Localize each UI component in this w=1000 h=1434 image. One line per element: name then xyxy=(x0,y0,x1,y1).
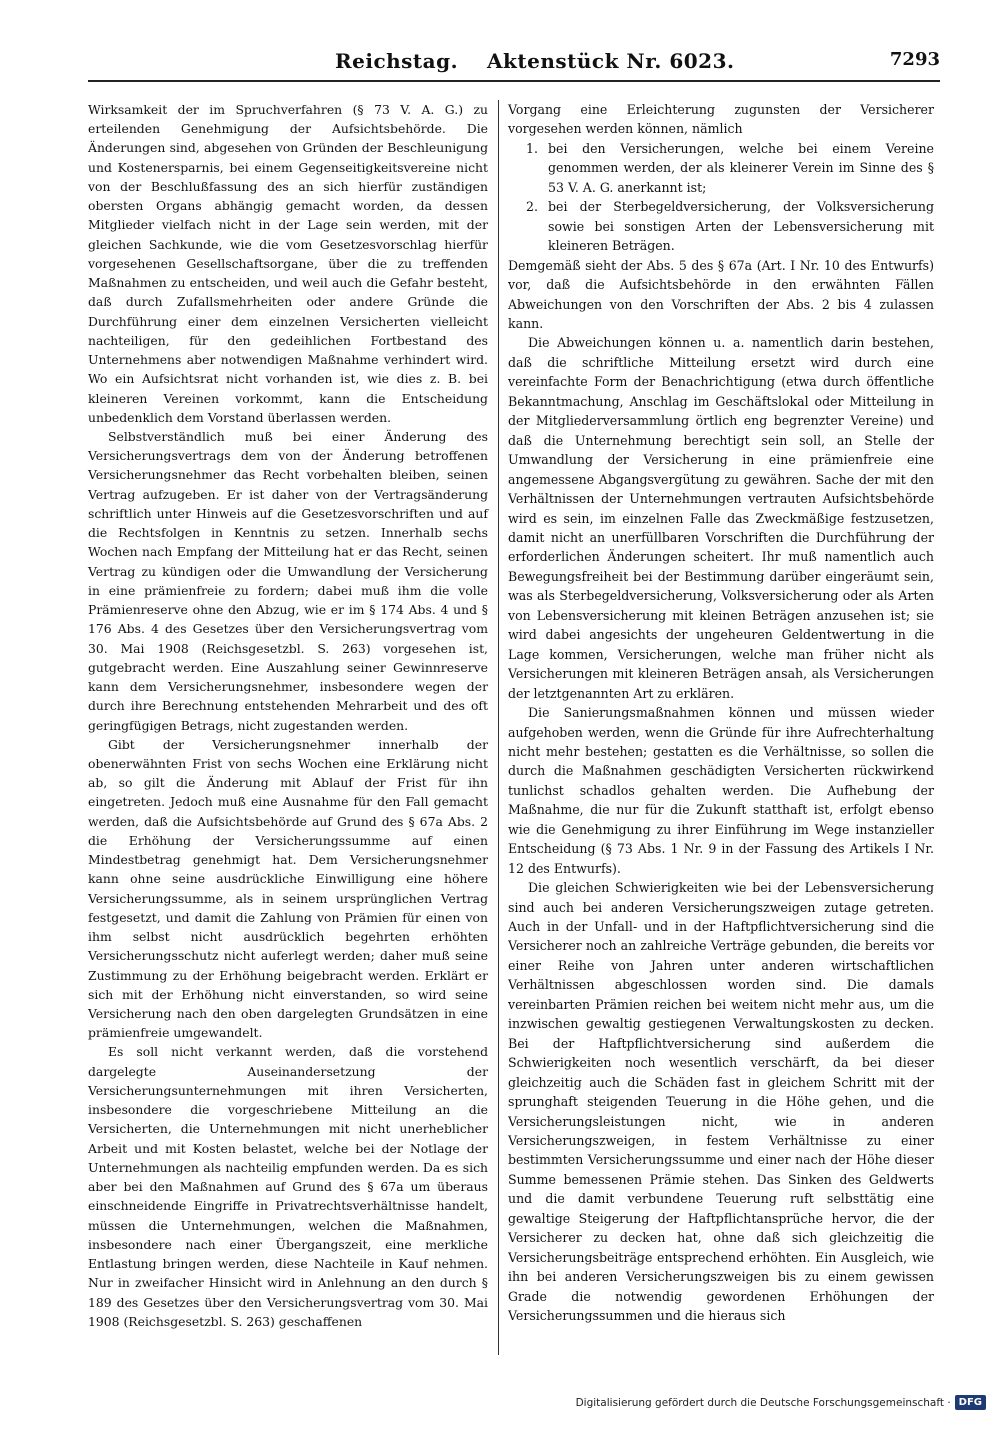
column-divider xyxy=(498,100,499,1355)
list-item-text: bei der Sterbegeldversicherung, der Volksversicherung sowie bei sonstigen Arten der Lebensversicherung mit kleineren Beträgen. xyxy=(548,199,934,254)
left-column xyxy=(88,100,488,1331)
right-paragraph-4: Die Sanierungsmaßnahmen können und müssen wieder aufgehoben werden, wenn die Gründe für ihre Aufrechterhaltung nicht mehr bestehen; gestatten es die Verhältnisse, so sollen die durch die Maßnahmen geschädigten Versicherten rückwirkend tunlichst schadlos gehalten werden. Die Aufhebung der Maßnahme, die nur für die Zukunft statthaft ist, erfolgt ebenso wie die Genehmigung zu ihrer Einführung im Wege instanzieller Entscheidung (§ 73 Abs. 1 Nr. 9 in der Fassung des Artikels I Nr. 12 des Entwurfs). xyxy=(508,705,934,876)
left-paragraph-1: Wirksamkeit der im Spruchverfahren (§ 73 V. A. G.) zu erteilenden Genehmigung der Aufsichtsbehörde. Die Änderungen sind, abgesehen von Gründen der Beschleunigung und Kostenersparnis, bei einem Gegenseitigkeitsvereine nicht von der Beschlußfassung des an sich hierfür zuständigen obersten Organs abhängig gemacht worden, da dessen Mitglieder vielfach nicht in der Lage sein werden, mit der gleichen Sachkunde, wie die vom Gesetzesvorschlag hierfür vorgesehenen Gesellschaftsorgane, über die zu treffenden Maßnahmen zu entscheiden, und weil auch die Gefahr besteht, daß durch Zufallsmehrheiten oder andere Gründe die Durchführung einer dem einzelnen Versicherten vielleicht nachteiligen, für den gedeihlichen Fortbestand des Unternehmens aber notwendigen Maßnahme verhindert wird. Wo ein Aufsichtsrat nicht vorhanden ist, wie dies z. B. bei kleineren Vereinen vorkommt, kann die Entscheidung unbedenklich dem Vorstand überlassen werden. xyxy=(88,102,488,425)
left-paragraph-3: Gibt der Versicherungsnehmer innerhalb der obenerwähnten Frist von sechs Wochen eine Erklärung nicht ab, so gilt die Änderung mit Ablauf der Frist für ihn eingetreten. Jedoch muß eine Ausnahme für den Fall gemacht werden, daß die Aufsichtsbehörde auf Grund des § 67a Abs. 2 die Erhöhung der Versicherungssumme auf einen Mindestbetrag genehmigt hat. Dem Versicherungsnehmer kann ohne seine ausdrückliche Einwilligung eine höhere Versicherungssumme, als in seinem ursprünglichen Vertrag festgesetzt, und damit die Zahlung von Prämien für einen von ihm selbst nicht ausdrücklich begehrten erhöhten Versicherungsschutz nicht auferlegt werden; daher muß seine Zustimmung zu der Erhöhung beigebracht werden. Erklärt er sich mit der Erhöhung nicht einverstanden, so wird seine Versicherung nach den oben dargelegten Grundsätzen in eine prämienfreie umgewandelt. xyxy=(88,736,488,1041)
page-number: 7293 xyxy=(889,49,940,70)
right-column xyxy=(508,100,934,1326)
header-rule xyxy=(88,80,940,82)
right-paragraph-1: Vorgang eine Erleichterung zugunsten der Versicherer vorgesehen werden können, nämlich xyxy=(508,102,934,137)
dfg-logo-icon: DFG xyxy=(955,1395,986,1410)
right-paragraph-2: Demgemäß sieht der Abs. 5 des § 67a (Art. I Nr. 10 des Entwurfs) vor, daß die Aufsichtsbehörde in den erwähnten Fällen Abweichungen von den Vorschriften der Abs. 2 bis 4 zulassen kann. xyxy=(508,257,934,331)
list-item-text: bei den Versicherungen, welche bei einem Vereine genommen werden, der als kleinerer Verein im Sinne des § 53 V. A. G. anerkannt ist; xyxy=(548,140,934,195)
list-item-number: 2. xyxy=(526,199,538,215)
left-paragraph-2: Selbstverständlich muß bei einer Änderung des Versicherungsvertrags dem von der Änderung betroffenen Versicherungsnehmer das Recht vorbehalten bleiben, seinen Vertrag aufzugeben. Er ist daher von der Vertragsänderung schriftlich unter Hinweis auf die Gesetzesvorschriften und auf die Rechtsfolgen in Kenntnis zu setzen. Innerhalb sechs Wochen nach Empfang der Mitteilung hat er das Recht, seinen Vertrag zu kündigen oder die Umwandlung der Versicherung in eine prämienfreie zu fordern; dabei muß ihm die volle Prämienreserve ohne den Abzug, wie er im § 174 Abs. 4 und § 176 Abs. 4 des Gesetzes über den Versicherungsvertrag vom 30. Mai 1908 (Reichsgesetzbl. S. 263) vorgesehen ist, gutgebracht werden. Eine Auszahlung seiner Gewinnreserve kann dem Versicherungsnehmer, insbesondere wegen der durch ihre Berechnung entstehenden Mehrarbeit und des oft geringfügigen Betrags, nicht zugestanden werden. xyxy=(88,428,488,733)
running-title xyxy=(335,49,734,73)
credit-text: Digitalisierung gefördert durch die Deutsche Forschungsgemeinschaft · xyxy=(575,1396,951,1409)
running-title-document: Aktenstück Nr. 6023. xyxy=(487,49,735,73)
list-item xyxy=(526,197,934,255)
page-header xyxy=(90,47,940,77)
numbered-list xyxy=(508,139,934,256)
list-item xyxy=(526,139,934,197)
running-title-left: Reichstag. xyxy=(335,49,459,73)
list-item-number: 1. xyxy=(526,140,538,156)
left-paragraph-4: Es soll nicht verkannt werden, daß die vorstehend dargelegte Auseinandersetzung der Versicherungsunternehmungen mit ihren Versicherten, insbesondere die vorgeschriebene Mitteilung an die Versicherten, die Unternehmungen mit nicht unerheblicher Arbeit und mit Kosten belastet, welche bei der Notlage der Unternehmungen als nachteilig empfunden werden. Da es sich aber bei den Maßnahmen auf Grund des § 67a um überaus einschneidende Eingriffe in Privatrechtsverhältnisse handelt, müssen die Unternehmungen, welchen die Maßnahmen, insbesondere nach einer Übergangszeit, eine merkliche Entlastung bringen werden, diese Nachteile in Kauf nehmen. Nur in zweifacher Hinsicht wird in Anlehnung an den durch § 189 des Gesetzes über den Versicherungsvertrag vom 30. Mai 1908 (Reichsgesetzbl. S. 263) geschaffenen xyxy=(88,1044,488,1329)
right-paragraph-3: Die Abweichungen können u. a. namentlich darin bestehen, daß die schriftliche Mitteilung ersetzt wird durch eine vereinfachte Form der Benachrichtigung (etwa durch öffentliche Bekanntmachung, Anschlag im Geschäftslokal oder Mitteilung in der Mitgliederversammlung örtlich eng begrenzter Vereine) und daß die Unternehmung berechtigt sein soll, an Stelle der Umwandlung der Versicherung in eine prämienfreie eine angemessene Abgangsvergütung zu gewähren. Sache der mit den Verhältnissen der Unternehmungen vertrauten Aufsichtsbehörde wird es sein, im einzelnen Falle das Zweckmäßige festzusetzen, damit nicht an unerfüllbaren Vorschriften die Durchführung der erforderlichen Änderungen scheitert. Ihr muß namentlich auch Bewegungsfreiheit bei der Bestimmung darüber eingeräumt sein, was als Sterbegeldversicherung, Volksversicherung oder als Arten von Lebensversicherung mit kleinen Beträgen anzusehen ist; sie wird dabei angesichts der ungeheuren Geldentwertung in die Lage kommen, Versicherungen, welche man früher nicht als Versicherungen mit kleineren Beträgen ansah, als Versicherungen der letztgenannten Art zu erklären. xyxy=(508,335,934,701)
digitization-credit xyxy=(576,1395,986,1410)
right-paragraph-5: Die gleichen Schwierigkeiten wie bei der Lebensversicherung sind auch bei anderen Versicherungszweigen zutage getreten. Auch in der Unfall- und in der Haftpflichtversicherung sind die Versicherer noch an zahlreiche Verträge gebunden, die bereits vor einer Reihe von Jahren unter anderen wirtschaftlichen Verhältnissen abgeschlossen worden sind. Die damals vereinbarten Prämien reichen bei weitem nicht mehr aus, um die inzwischen gewaltig gestiegenen Verwaltungskosten zu decken. Bei der Haftpflichtversicherung sind außerdem die Schwierigkeiten noch wesentlich verschärft, da bei dieser gleichzeitig auch die Schäden fast in gleichem Schritt mit der sprunghaft steigenden Teuerung in die Höhe gehen, und die Versicherungsleistungen nicht, wie in anderen Versicherungszweigen, in festem Verhältnisse zu einer bestimmten Versicherungssumme und einer nach der Höhe dieser Summe bemessenen Prämie stehen. Das Sinken des Geldwerts und die damit verbundene Teuerung ruft selbsttätig eine gewaltige Steigerung der Haftpflichtansprüche hervor, die der Versicherer zu decken hat, ohne daß sich gleichzeitig die Versicherungsbeiträge entsprechend erhöhten. Ein Ausgleich, wie ihn bei anderen Versicherungszweigen bis zu einem gewissen Grade die notwendig gewordenen Erhöhungen der Versicherungssummen und die hieraus sich xyxy=(508,880,934,1324)
